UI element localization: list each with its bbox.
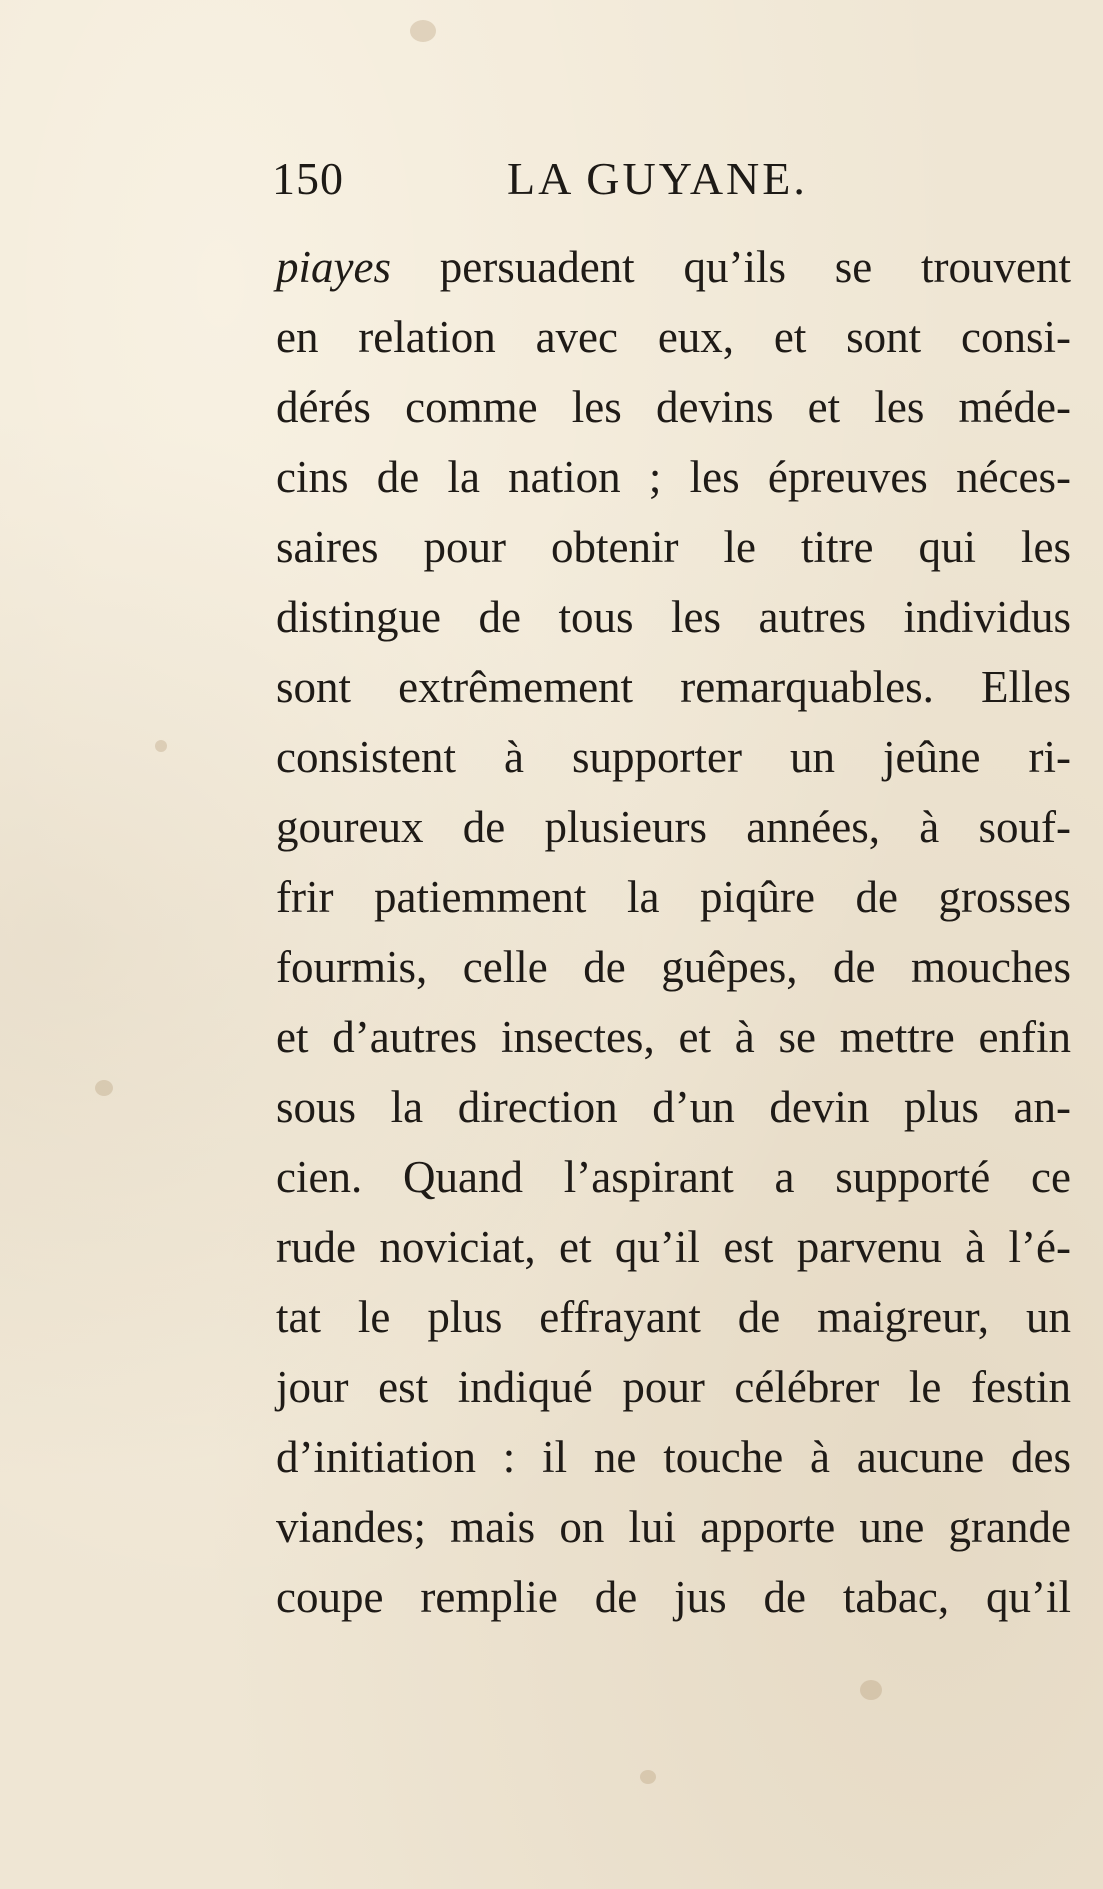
italic-word: piayes [276, 242, 391, 292]
text-line: distingue de tous les autres individus [276, 592, 1071, 642]
paper-stain [860, 1680, 882, 1700]
text-line: sous la direction d’un devin plus an- [276, 1082, 1071, 1132]
text-line: cins de la nation ; les épreuves néces- [276, 452, 1071, 502]
text-line: frir patiemment la piqûre de grosses [276, 872, 1071, 922]
text-line: dérés comme les devins et les méde- [276, 382, 1071, 432]
text-line: fourmis, celle de guêpes, de mouches [276, 942, 1071, 992]
paper-stain [640, 1770, 656, 1784]
text-line: rude noviciat, et qu’il est parvenu à l’é- [276, 1222, 1071, 1272]
text-line: goureux de plusieurs années, à souf- [276, 802, 1071, 852]
paper-stain [410, 20, 436, 42]
text-line-rest: persuadent qu’ils se trouvent [390, 242, 1071, 292]
page-header [272, 152, 832, 212]
text-line: tat le plus effrayant de maigreur, un [276, 1292, 1071, 1342]
page-number: 150 [272, 153, 344, 204]
text-line: saires pour obtenir le titre qui les [276, 522, 1071, 572]
paper-stain [155, 740, 167, 752]
text-line: viandes; mais on lui apporte une grande [276, 1502, 1071, 1552]
text-line: et d’autres insectes, et à se mettre enfin [276, 1012, 1071, 1062]
text-line [276, 232, 1071, 302]
text-line: en relation avec eux, et sont consi- [276, 312, 1071, 362]
text-line: coupe remplie de jus de tabac, qu’il [276, 1572, 1071, 1622]
text-line: d’initiation : il ne touche à aucune des [276, 1432, 1071, 1482]
running-head: LA GUYANE. [507, 153, 808, 204]
text-line: consistent à supporter un jeûne ri- [276, 732, 1071, 782]
paper-stain [95, 1080, 113, 1096]
body-text [276, 232, 1071, 1632]
text-line: sont extrêmement remarquables. Elles [276, 662, 1071, 712]
text-line: cien. Quand l’aspirant a supporté ce [276, 1152, 1071, 1202]
text-line: jour est indiqué pour célébrer le festin [276, 1362, 1071, 1412]
